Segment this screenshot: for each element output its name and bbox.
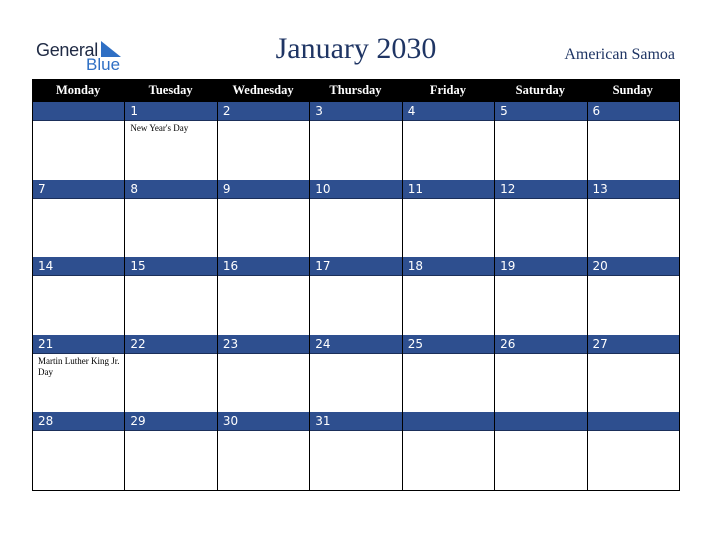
- weekday-thursday: Thursday: [329, 83, 382, 97]
- page-title: January 2030: [275, 32, 437, 65]
- day-number: 21: [33, 335, 124, 354]
- weekday-monday: Monday: [55, 83, 101, 97]
- day-number: 7: [33, 180, 124, 199]
- weekday-header: [32, 79, 679, 102]
- day-cell[interactable]: [587, 412, 679, 490]
- day-cell[interactable]: [32, 257, 124, 335]
- day-number: 6: [588, 102, 679, 121]
- day-cell[interactable]: [402, 257, 494, 335]
- day-number: 1: [125, 102, 216, 121]
- weekday-sunday: Sunday: [612, 83, 653, 97]
- day-number: [33, 102, 124, 121]
- day-number: 27: [588, 335, 679, 354]
- day-cell[interactable]: [587, 102, 679, 180]
- day-cell[interactable]: [217, 102, 309, 180]
- day-number: 4: [403, 102, 494, 121]
- day-number: 13: [588, 180, 679, 199]
- day-number: 24: [310, 335, 401, 354]
- region-label: American Samoa: [564, 46, 675, 63]
- holiday-label: Martin Luther King Jr. Day: [38, 355, 120, 377]
- day-number: 23: [218, 335, 309, 354]
- day-cell[interactable]: [309, 102, 401, 180]
- logo-text-blue: Blue: [86, 55, 121, 74]
- day-number: 28: [33, 412, 124, 431]
- day-cell[interactable]: [587, 335, 679, 413]
- day-cell[interactable]: [402, 335, 494, 413]
- day-number: 30: [218, 412, 309, 431]
- day-number: [588, 412, 679, 431]
- day-cell[interactable]: [587, 180, 679, 258]
- holiday-label: New Year's Day: [130, 123, 189, 133]
- week-row: [32, 335, 679, 413]
- weekday-saturday: Saturday: [515, 83, 565, 97]
- day-cell[interactable]: [494, 102, 586, 180]
- day-number: 17: [310, 257, 401, 276]
- day-number: 16: [218, 257, 309, 276]
- day-cell[interactable]: [32, 102, 124, 180]
- day-cell[interactable]: [494, 257, 586, 335]
- weekday-friday: Friday: [429, 83, 466, 97]
- day-cell[interactable]: [402, 180, 494, 258]
- day-number: 29: [125, 412, 216, 431]
- weekday-wednesday: Wednesday: [232, 83, 294, 97]
- week-row: [32, 412, 679, 490]
- day-cell[interactable]: [494, 335, 586, 413]
- day-number: 2: [218, 102, 309, 121]
- weeks-container: [32, 102, 679, 490]
- week-row: [32, 257, 679, 335]
- day-cell[interactable]: [494, 180, 586, 258]
- day-cell[interactable]: [587, 257, 679, 335]
- day-cell[interactable]: [124, 257, 216, 335]
- day-number: 31: [310, 412, 401, 431]
- day-cell[interactable]: [217, 335, 309, 413]
- day-number: 19: [495, 257, 586, 276]
- day-cell[interactable]: [32, 180, 124, 258]
- day-cell[interactable]: [124, 180, 216, 258]
- day-cell[interactable]: [217, 412, 309, 490]
- day-cell[interactable]: [309, 412, 401, 490]
- day-number: [495, 412, 586, 431]
- logo-text-general: General: [36, 40, 98, 60]
- day-number: 10: [310, 180, 401, 199]
- day-cell[interactable]: [217, 257, 309, 335]
- day-number: 26: [495, 335, 586, 354]
- day-cell[interactable]: [217, 180, 309, 258]
- day-cell[interactable]: [309, 180, 401, 258]
- day-number: 11: [403, 180, 494, 199]
- day-cell[interactable]: [32, 412, 124, 490]
- day-cell[interactable]: [124, 102, 216, 180]
- day-number: 14: [33, 257, 124, 276]
- day-number: [403, 412, 494, 431]
- day-cell[interactable]: [402, 412, 494, 490]
- day-number: 25: [403, 335, 494, 354]
- day-number: 12: [495, 180, 586, 199]
- week-row: [32, 180, 679, 258]
- day-number: 22: [125, 335, 216, 354]
- calendar-grid: [32, 79, 680, 491]
- day-number: 8: [125, 180, 216, 199]
- day-cell[interactable]: [124, 335, 216, 413]
- week-row: [32, 102, 679, 180]
- day-number: 9: [218, 180, 309, 199]
- weekday-tuesday: Tuesday: [148, 83, 193, 97]
- day-number: 18: [403, 257, 494, 276]
- day-cell[interactable]: [309, 257, 401, 335]
- day-number: 3: [310, 102, 401, 121]
- day-cell[interactable]: [32, 335, 124, 413]
- day-cell[interactable]: [494, 412, 586, 490]
- day-cell[interactable]: [309, 335, 401, 413]
- day-cell[interactable]: [402, 102, 494, 180]
- day-cell[interactable]: [124, 412, 216, 490]
- day-number: 15: [125, 257, 216, 276]
- day-number: 5: [495, 102, 586, 121]
- day-number: 20: [588, 257, 679, 276]
